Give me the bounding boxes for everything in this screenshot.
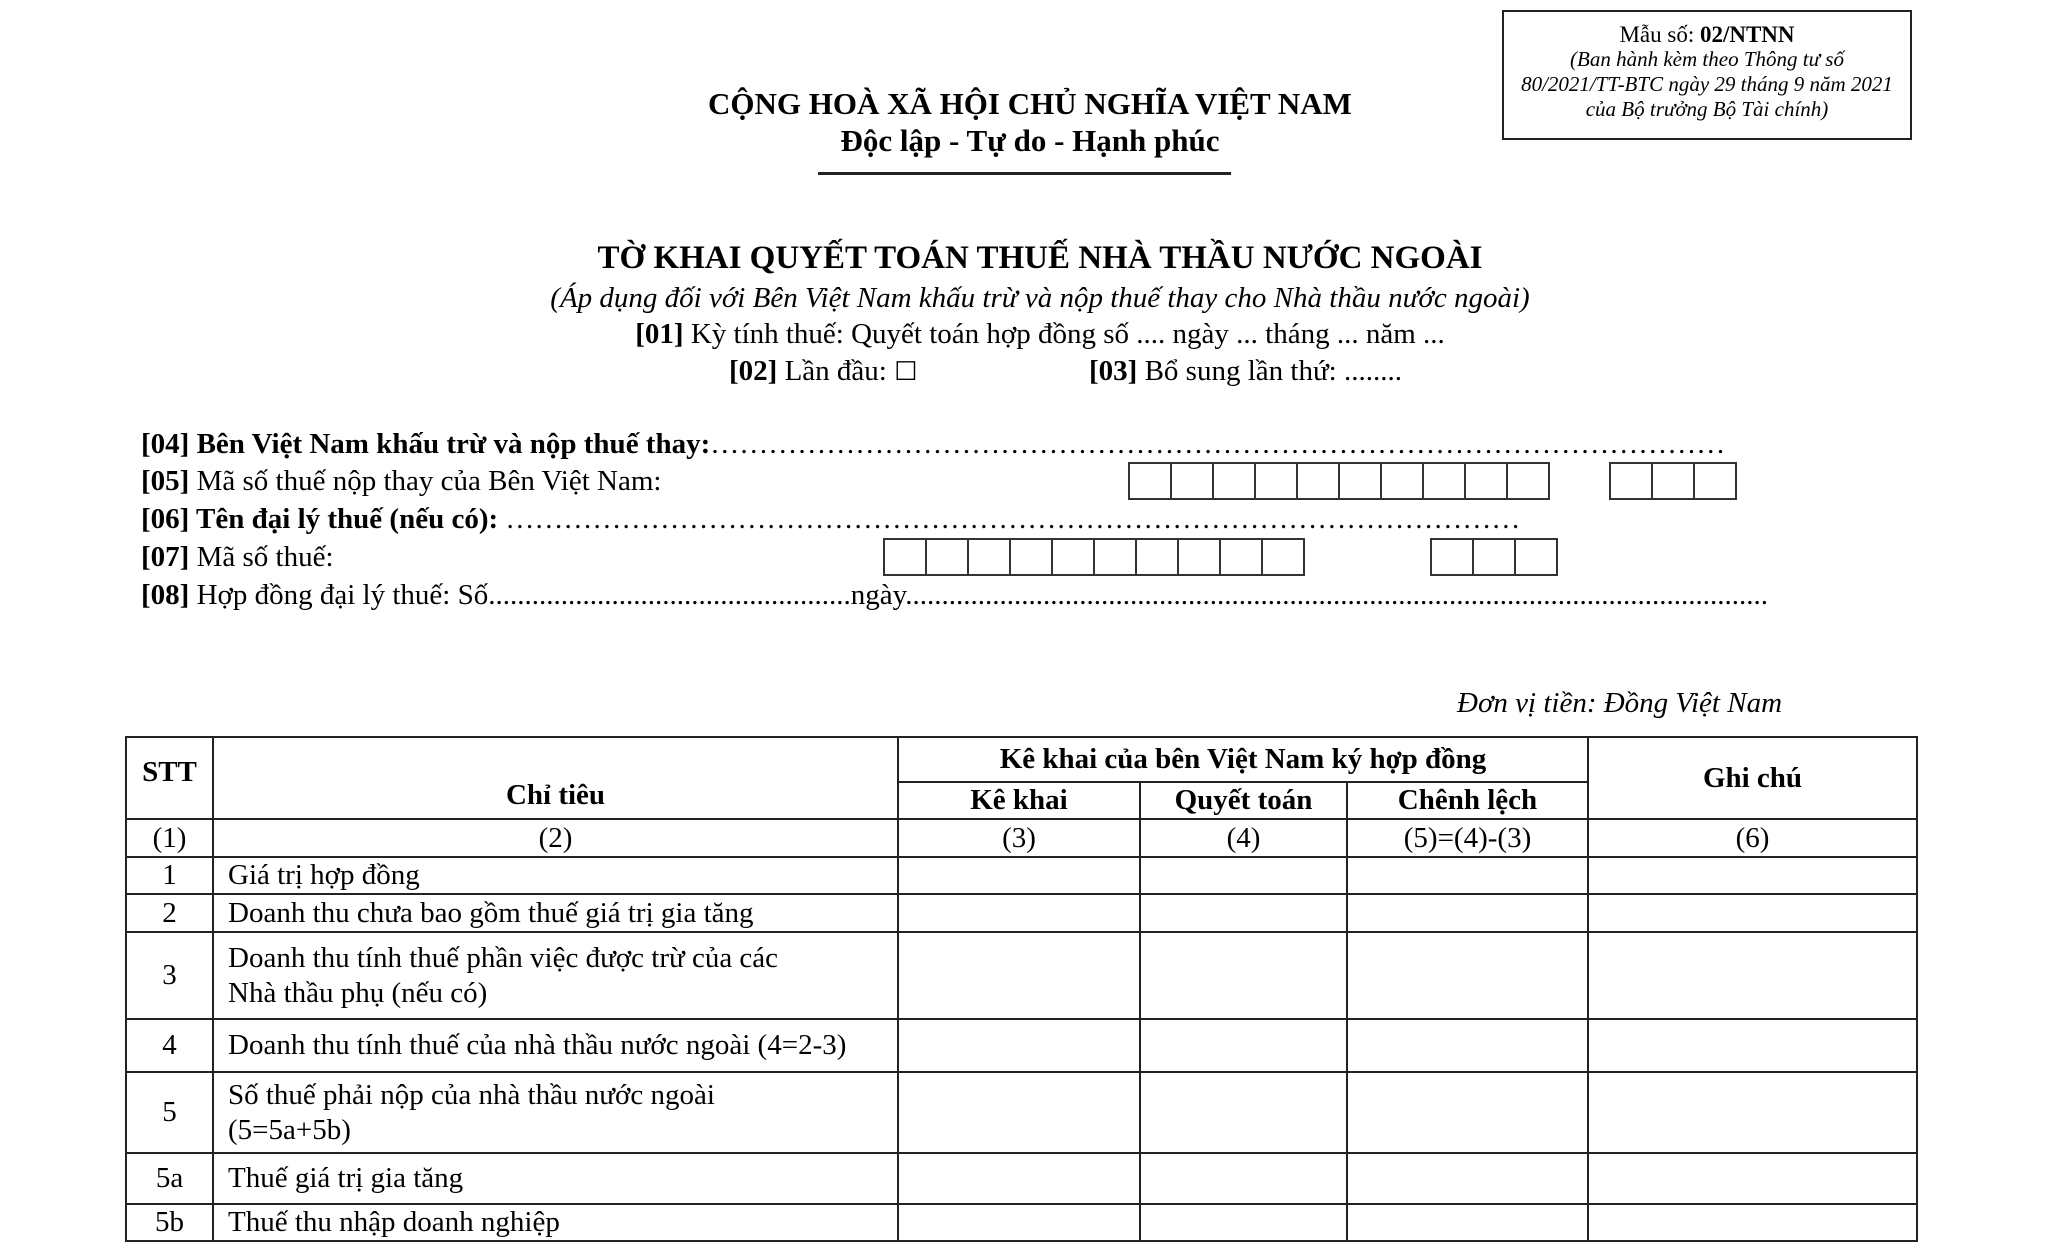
ke-khai-cell[interactable] — [898, 1072, 1140, 1153]
ghi-chu-cell[interactable] — [1588, 857, 1917, 894]
row-label: Thuế giá trị gia tăng — [213, 1153, 898, 1204]
table-row — [126, 857, 1917, 894]
table-row — [126, 1019, 1917, 1072]
header-ghi-chu: Ghi chú — [1588, 737, 1917, 819]
header-chi-tieu: Chỉ tiêu — [213, 737, 898, 819]
quyet-toan-cell[interactable] — [1140, 857, 1347, 894]
field-02-label: Lần đầu: — [777, 355, 895, 387]
chenh-lech-cell[interactable] — [1347, 1019, 1588, 1072]
row-label: Doanh thu tính thuế của nhà thầu nước ngoài (4=2-3) — [213, 1019, 898, 1072]
table-row — [126, 1153, 1917, 1204]
chenh-lech-cell[interactable] — [1347, 857, 1588, 894]
field-05-branch-code-boxes[interactable] — [1609, 462, 1737, 500]
contract-number-input[interactable]: .................................................. — [488, 579, 851, 611]
field-06-input[interactable]: …………………………………………………………………………………………… — [505, 503, 1521, 535]
digit-box[interactable] — [1051, 538, 1095, 576]
row-stt: 2 — [126, 894, 213, 932]
digit-box[interactable] — [1472, 538, 1516, 576]
ghi-chu-cell[interactable] — [1588, 894, 1917, 932]
quyet-toan-cell[interactable] — [1140, 894, 1347, 932]
digit-box[interactable] — [967, 538, 1011, 576]
table-row — [126, 932, 1917, 1019]
quyet-toan-cell[interactable] — [1140, 932, 1347, 1019]
chenh-lech-cell[interactable] — [1347, 932, 1588, 1019]
row-label-line2: Nhà thầu phụ (nếu có) — [228, 976, 488, 1009]
form-number-box — [1502, 10, 1912, 140]
field-02-first-time — [729, 355, 917, 388]
field-01-text: Kỳ tính thuế: Quyết toán hợp đồng số .... ngày ... tháng ... năm ... — [683, 318, 1445, 350]
digit-box[interactable] — [1296, 462, 1340, 500]
column-number: (4) — [1140, 819, 1347, 857]
row-label-line2: (5=5a+5b) — [228, 1113, 351, 1146]
digit-box[interactable] — [1422, 462, 1466, 500]
field-05-label: Mã số thuế nộp thay của Bên Việt Nam: — [189, 465, 662, 497]
row-label-line1: Doanh thu tính thuế phần việc được trừ của các — [228, 941, 779, 974]
row-stt: 3 — [126, 932, 213, 1019]
header-chenh-lech: Chênh lệch — [1347, 782, 1588, 819]
digit-box[interactable] — [1506, 462, 1550, 500]
ghi-chu-cell[interactable] — [1588, 1204, 1917, 1241]
header-group-vn-declaration: Kê khai của bên Việt Nam ký hợp đồng — [898, 737, 1588, 782]
digit-box[interactable] — [1693, 462, 1737, 500]
field-05-tax-code-label-row — [141, 462, 661, 500]
ke-khai-cell[interactable] — [898, 857, 1140, 894]
form-code-value: 02/NTNN — [1699, 22, 1795, 47]
row-stt: 5a — [126, 1153, 213, 1204]
field-07-code: [07] — [141, 541, 190, 573]
first-time-checkbox[interactable]: ☐ — [894, 357, 918, 387]
chenh-lech-cell[interactable] — [1347, 1204, 1588, 1241]
field-02-code: [02] — [729, 355, 778, 387]
digit-box[interactable] — [1177, 538, 1221, 576]
header-stt: STT — [126, 737, 213, 819]
field-06-label: Tên đại lý thuế (nếu có): — [189, 503, 506, 535]
field-07-tax-code-boxes[interactable] — [883, 538, 1305, 576]
ghi-chu-cell[interactable] — [1588, 932, 1917, 1019]
digit-box[interactable] — [1009, 538, 1053, 576]
digit-box[interactable] — [1514, 538, 1558, 576]
column-number: (6) — [1588, 819, 1917, 857]
ke-khai-cell[interactable] — [898, 894, 1140, 932]
currency-unit: Đơn vị tiền: Đồng Việt Nam — [1457, 687, 1783, 719]
field-04-input[interactable]: …………………………………………………………………………………………… — [710, 428, 1726, 460]
column-number: (1) — [126, 819, 213, 857]
quyet-toan-cell[interactable] — [1140, 1072, 1347, 1153]
field-01-tax-period — [340, 318, 1740, 351]
header-quyet-toan: Quyết toán — [1140, 782, 1347, 819]
ghi-chu-cell[interactable] — [1588, 1072, 1917, 1153]
issued-line-1: (Ban hành kèm theo Thông tư số — [1570, 47, 1844, 71]
form-code — [1504, 22, 1910, 47]
field-08-agent-contract — [141, 576, 1768, 614]
digit-box[interactable] — [883, 538, 927, 576]
digit-box[interactable] — [1609, 462, 1653, 500]
field-06-code: [06] — [141, 503, 190, 535]
field-08-date-label: ngày — [850, 579, 906, 611]
header-ke-khai: Kê khai — [898, 782, 1140, 819]
ke-khai-cell[interactable] — [898, 1019, 1140, 1072]
digit-box[interactable] — [1338, 462, 1382, 500]
row-stt: 4 — [126, 1019, 213, 1072]
field-05-tax-code-boxes[interactable] — [1128, 462, 1550, 500]
ghi-chu-cell[interactable] — [1588, 1153, 1917, 1204]
field-07-label: Mã số thuế: — [189, 541, 334, 573]
table-row — [126, 1072, 1917, 1153]
ke-khai-cell[interactable] — [898, 932, 1140, 1019]
table-row — [126, 894, 1917, 932]
digit-box[interactable] — [1170, 462, 1214, 500]
row-stt: 5b — [126, 1204, 213, 1241]
digit-box[interactable] — [1135, 538, 1179, 576]
field-03-code: [03] — [1089, 355, 1138, 387]
row-stt: 1 — [126, 857, 213, 894]
digit-box[interactable] — [1219, 538, 1263, 576]
settlement-table — [125, 736, 1918, 1242]
digit-box[interactable] — [1128, 462, 1172, 500]
quyet-toan-cell[interactable] — [1140, 1019, 1347, 1072]
row-label — [213, 932, 898, 1019]
digit-box[interactable] — [1430, 538, 1474, 576]
field-04-code: [04] — [141, 428, 190, 460]
row-stt: 5 — [126, 1072, 213, 1153]
column-number: (5)=(4)-(3) — [1347, 819, 1588, 857]
field-03-label[interactable]: Bổ sung lần thứ: ........ — [1137, 355, 1402, 387]
issued-line-2: 80/2021/TT-BTC ngày 29 tháng 9 năm 2021 — [1521, 72, 1893, 96]
digit-box[interactable] — [1464, 462, 1508, 500]
quyet-toan-cell[interactable] — [1140, 1204, 1347, 1241]
table-row — [126, 1204, 1917, 1241]
ke-khai-cell[interactable] — [898, 1153, 1140, 1204]
digit-box[interactable] — [1261, 538, 1305, 576]
issued-line-3: của Bộ trưởng Bộ Tài chính) — [1585, 97, 1829, 121]
field-05-code: [05] — [141, 465, 190, 497]
digit-box[interactable] — [1380, 462, 1424, 500]
row-label-line1: Số thuế phải nộp của nhà thầu nước ngoài — [228, 1078, 715, 1111]
field-07-tax-code-label-row — [141, 538, 334, 576]
digit-box[interactable] — [1651, 462, 1695, 500]
row-label — [213, 1072, 898, 1153]
page-subtitle: (Áp dụng đối với Bên Việt Nam khấu trừ và nộp thuế thay cho Nhà thầu nước ngoài) — [550, 282, 1530, 314]
contract-date-input[interactable]: ....................................................................................................................... — [905, 579, 1768, 611]
chenh-lech-cell[interactable] — [1347, 1072, 1588, 1153]
field-08-code: [08] — [141, 579, 190, 611]
national-header-line1: CỘNG HOÀ XÃ HỘI CHỦ NGHĨA VIỆT NAM — [708, 86, 1352, 121]
ke-khai-cell[interactable] — [898, 1204, 1140, 1241]
digit-box[interactable] — [1254, 462, 1298, 500]
form-code-label: Mẫu số: — [1619, 22, 1700, 47]
digit-box[interactable] — [1093, 538, 1137, 576]
digit-box[interactable] — [1212, 462, 1256, 500]
quyet-toan-cell[interactable] — [1140, 1153, 1347, 1204]
field-04-vn-party — [141, 425, 1725, 463]
header-underline — [818, 172, 1231, 175]
row-label: Doanh thu chưa bao gồm thuế giá trị gia tăng — [213, 894, 898, 932]
column-number: (2) — [213, 819, 898, 857]
field-03-supplement — [1089, 355, 1402, 388]
chenh-lech-cell[interactable] — [1347, 894, 1588, 932]
national-motto: Độc lập - Tự do - Hạnh phúc — [840, 123, 1220, 158]
field-06-tax-agent — [141, 500, 1520, 538]
field-01-code: [01] — [635, 318, 684, 350]
chenh-lech-cell[interactable] — [1347, 1153, 1588, 1204]
column-number: (3) — [898, 819, 1140, 857]
row-label: Thuế thu nhập doanh nghiệp — [213, 1204, 898, 1241]
digit-box[interactable] — [925, 538, 969, 576]
column-number-row — [126, 819, 1917, 857]
row-label: Giá trị hợp đồng — [213, 857, 898, 894]
page-title: TỜ KHAI QUYẾT TOÁN THUẾ NHÀ THẦU NƯỚC NGOÀI — [597, 240, 1483, 276]
field-04-label: Bên Việt Nam khấu trừ và nộp thuế thay: — [189, 428, 711, 460]
field-07-branch-code-boxes[interactable] — [1430, 538, 1558, 576]
field-08-label: Hợp đồng đại lý thuế: Số — [189, 579, 489, 611]
table-header-row — [126, 737, 1917, 782]
ghi-chu-cell[interactable] — [1588, 1019, 1917, 1072]
